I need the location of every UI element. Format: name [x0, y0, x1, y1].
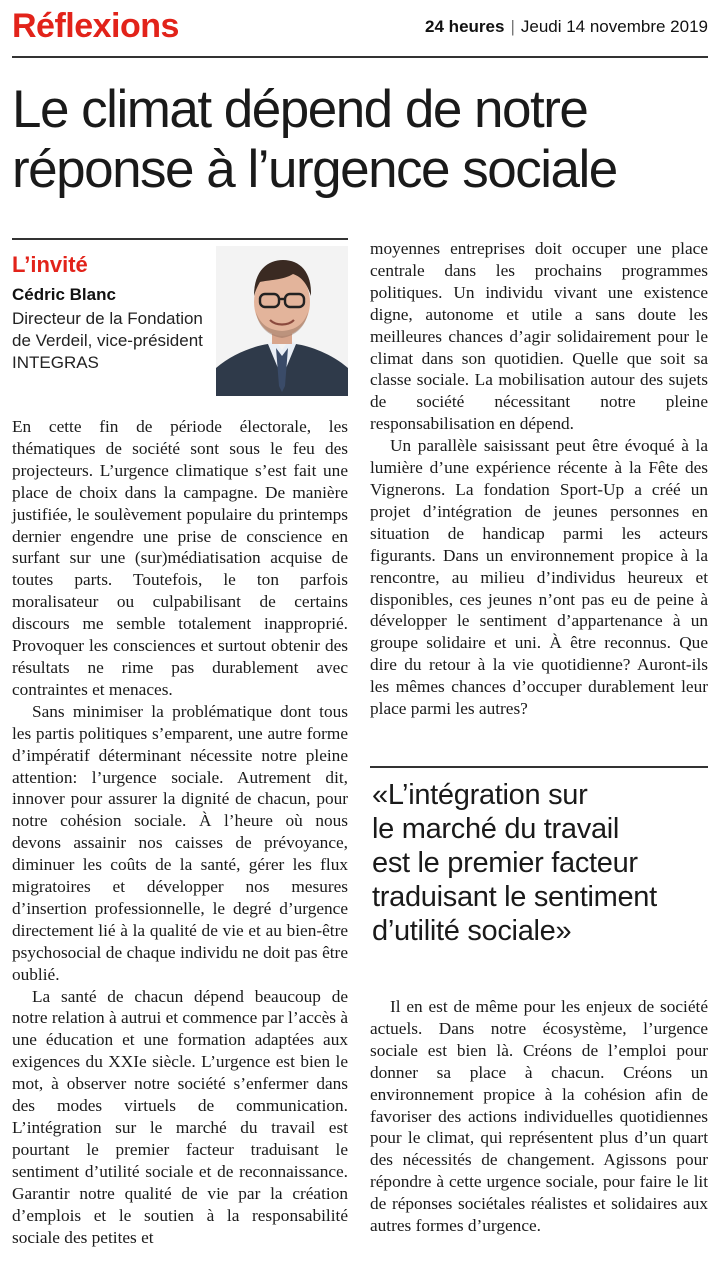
pullquote-rule — [370, 766, 708, 768]
article-paragraph: moyennes entreprises doit occuper une place centrale dans les prochains programmes politiques. Un individu vivant une existence digne, autonome et utile a sans doute les meilleures chances d’agir solidairement pour le climat dans son quotidien. Quelle que soit sa classe sociale. La mobilisation autour des sujets de société nécessitant notre pleine responsabilisation en dépend. — [370, 239, 708, 434]
article-column-right-top — [370, 238, 708, 720]
author-role-line-1: Directeur de la Fondation — [12, 309, 203, 328]
headline — [12, 80, 712, 200]
article-paragraph: Un parallèle saisissant peut être évoqué à la lumière d’une expérience récente à la Fête des Vignerons. La fondation Sport-Up a créé un projet d’intégration de jeunes personnes en situation de handicap parmi les acteurs figurants. Dans un environnement propice à la rencontre, au milieu d’individus heureux et disponibles, ces jeunes n’ont pas eu de peine à développer le sentiment d’appartenance à un groupe solidaire et uni. À être reconnus. Que dire du retour à la vie quotidienne? Auront-ils les mêmes chances d’occuper durablement leur place parmi les autres? — [370, 436, 708, 719]
author-name: Cédric Blanc — [12, 285, 116, 304]
separator: | — [510, 17, 515, 36]
publication-date: Jeudi 14 novembre 2019 — [520, 17, 708, 36]
pullquote-line-1: «L’intégration sur — [372, 779, 588, 811]
article-paragraph: Il en est de même pour les enjeux de société actuels. Dans notre écosystème, l’urgence sociale est bien là. Créons de l’emploi pour donner sa place à chacun. Créons un environnement propice à la cohésion afin de favoriser des actions individuelles quotidiennes pour le climat, qui représentent plus d’un quart des nécessités de changement. Agissons pour répondre à cette urgence sociale, pour faire le lit de réponses sociétales réalistes et solidaires aux autres formes d’urgence. — [370, 997, 708, 1236]
author-role-line-2: de Verdeil, vice-président — [12, 331, 203, 350]
pullquote — [372, 778, 708, 948]
guest-box — [12, 240, 348, 398]
pullquote-line-2: le marché du travail — [372, 813, 620, 845]
newspaper-name: 24 heures — [425, 17, 505, 36]
headline-line-1: Le climat dépend de notre — [12, 80, 588, 139]
author-portrait — [216, 246, 348, 396]
masthead-divider — [12, 56, 708, 58]
masthead — [12, 6, 708, 46]
author-role-line-3: INTEGRAS — [12, 353, 99, 372]
headline-line-2: réponse à l’urgence sociale — [12, 140, 617, 199]
section-title: Réflexions — [12, 7, 179, 45]
article-column-left — [12, 416, 348, 1248]
article-paragraph: La santé de chacun dépend beaucoup de notre relation à autrui et commence par l’accès à une éducation et une formation adaptées aux exigences du XXIe siècle. L’urgence est bien le mot, à observer notre société s’enfermer dans des modes virtuels de communication. L’intégration sur le marché du travail est pourtant le premier facteur traduisant le sentiment d’utilité sociale et de reconnaissance. Garantir notre qualité de vie par la création d’emplois et le soutien à la responsabilité sociale des petites et — [12, 986, 348, 1247]
pullquote-line-3: est le premier facteur — [372, 847, 638, 879]
article-paragraph: Sans minimiser la problématique dont tous les partis politiques s’emparent, une autre forme d’impératif déterminant nécessite notre pleine attention: l’urgence sociale. Autrement dit, innover pour assurer la dignité de chacun, pour notre cohésion sociale. À l’heure où nous devons assainir nos caisses de prévoyance, diminuer les coûts de la santé, gérer les flux migratoires et développer nos mesures d’insertion professionnelle, le degré d’urgence directement lié à la qualité de vie et au bien-être psychosocial de chaque individu ne doit pas être oublié. — [12, 701, 348, 984]
article-column-right-bottom — [370, 996, 708, 1237]
article-paragraph: En cette fin de période électorale, les thématiques de société sont sous le feu des projecteurs. L’urgence climatique s’est fait une place de choix dans la campagne. De manière justifiée, le soulèvement populaire du printemps dernier engendre une prise de conscience en surfant sur une (sur)médiatisation acquise de toutes parts. Toutefois, le ton parfois moralisateur ou culpabilisant de certains discours me semble totalement inapproprié. Provoquer les consciences et surtout obtenir des résultats ne rime pas durablement avec contraintes et menaces. — [12, 417, 348, 699]
guest-label: L’invité — [12, 252, 88, 277]
pullquote-line-5: d’utilité sociale» — [372, 915, 572, 947]
pullquote-line-4: traduisant le sentiment — [372, 881, 657, 913]
publication-info — [425, 16, 708, 38]
